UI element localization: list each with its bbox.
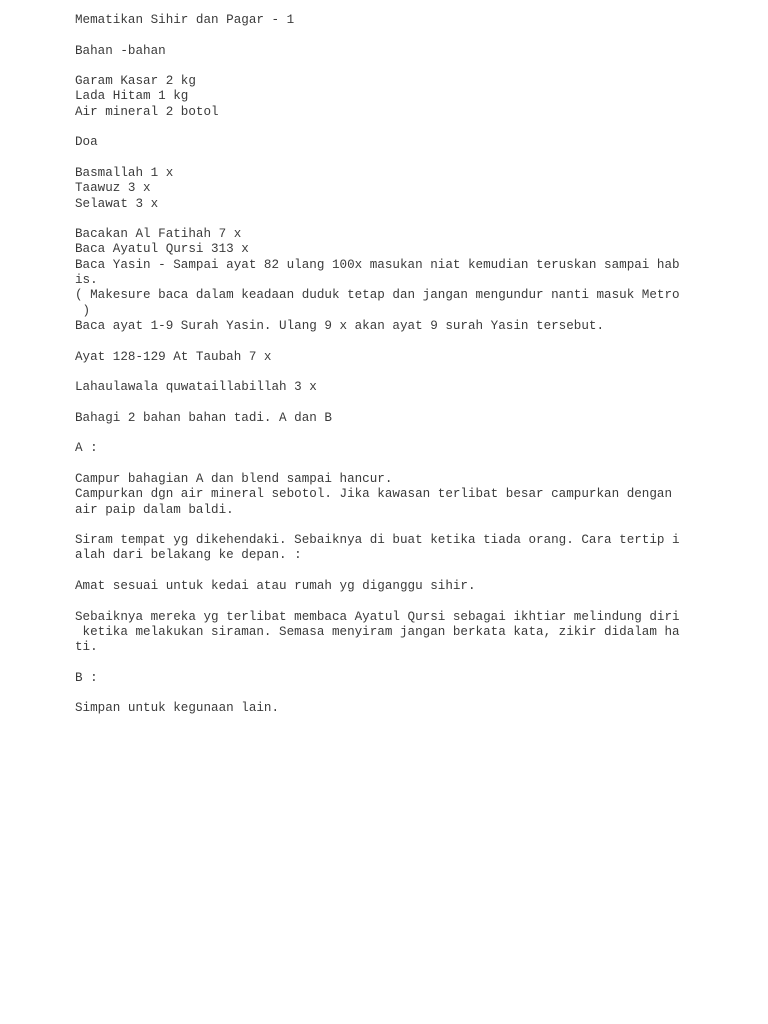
instruction-line-wrap: alah dari belakang ke depan. : [75, 548, 302, 563]
section-heading-prayer: Doa [75, 135, 98, 150]
section-heading-b: B : [75, 670, 98, 685]
instruction-line-wrap: ketika melakukan siraman. Semasa menyiram jangan berkata kata, zikir didalam ha [75, 624, 680, 639]
recitation-line: Baca Yasin - Sampai ayat 82 ulang 100x masukan niat kemudian teruskan sampai hab [75, 257, 680, 272]
blank-line [75, 518, 755, 533]
blank-line [75, 457, 755, 472]
blank-line [75, 655, 755, 670]
blank-line [75, 594, 755, 609]
blank-line [75, 212, 755, 227]
prayer-line: Taawuz 3 x [75, 181, 151, 196]
recitation-line: Baca Ayatul Qursi 313 x [75, 242, 249, 257]
section-heading-a: A : [75, 441, 98, 456]
instruction-line: Siram tempat yg dikehendaki. Sebaiknya di buat ketika tiada orang. Cara tertip i [75, 533, 680, 548]
prayer-line: Selawat 3 x [75, 196, 159, 211]
blank-line [75, 426, 755, 441]
blank-line [75, 395, 755, 410]
instruction-line: Bahagi 2 bahan bahan tadi. A dan B [75, 410, 332, 425]
blank-line [75, 686, 755, 701]
instruction-line: Amat sesuai untuk kedai atau rumah yg diganggu sihir. [75, 578, 476, 593]
recitation-line: Ayat 128-129 At Taubah 7 x [75, 349, 272, 364]
blank-line [75, 28, 755, 43]
document-title: Mematikan Sihir dan Pagar - 1 [75, 13, 295, 27]
blank-line [75, 120, 755, 135]
blank-line [75, 365, 755, 380]
instruction-line-wrap: air paip dalam baldi. [75, 502, 234, 517]
ingredient-line: Garam Kasar 2 kg [75, 74, 196, 89]
blank-line [75, 564, 755, 579]
document-page [75, 13, 755, 717]
recitation-line-wrap: is. [75, 273, 98, 288]
instruction-line: Simpan untuk kegunaan lain. [75, 701, 280, 716]
instruction-line: Sebaiknya mereka yg terlibat membaca Ayatul Qursi sebagai ikhtiar melindung diri [75, 609, 680, 624]
blank-line [75, 334, 755, 349]
prayer-line: Basmallah 1 x [75, 165, 174, 180]
instruction-line: Campur bahagian A dan blend sampai hancur. [75, 471, 393, 486]
section-heading-ingredients: Bahan -bahan [75, 43, 166, 58]
recitation-note: ( Makesure baca dalam keadaan duduk tetap dan jangan mengundur nanti masuk Metro [75, 288, 680, 303]
recitation-line: Bacakan Al Fatihah 7 x [75, 227, 242, 242]
ingredient-line: Lada Hitam 1 kg [75, 89, 189, 104]
blank-line [75, 59, 755, 74]
recitation-note-wrap: ) [75, 303, 91, 318]
blank-line [75, 151, 755, 166]
recitation-line: Lahaulawala quwataillabillah 3 x [75, 380, 317, 395]
recitation-line: Baca ayat 1-9 Surah Yasin. Ulang 9 x akan ayat 9 surah Yasin tersebut. [75, 318, 605, 333]
ingredient-line: Air mineral 2 botol [75, 104, 219, 119]
instruction-line-wrap: ti. [75, 640, 98, 655]
instruction-line: Campurkan dgn air mineral sebotol. Jika kawasan terlibat besar campurkan dengan [75, 487, 673, 502]
